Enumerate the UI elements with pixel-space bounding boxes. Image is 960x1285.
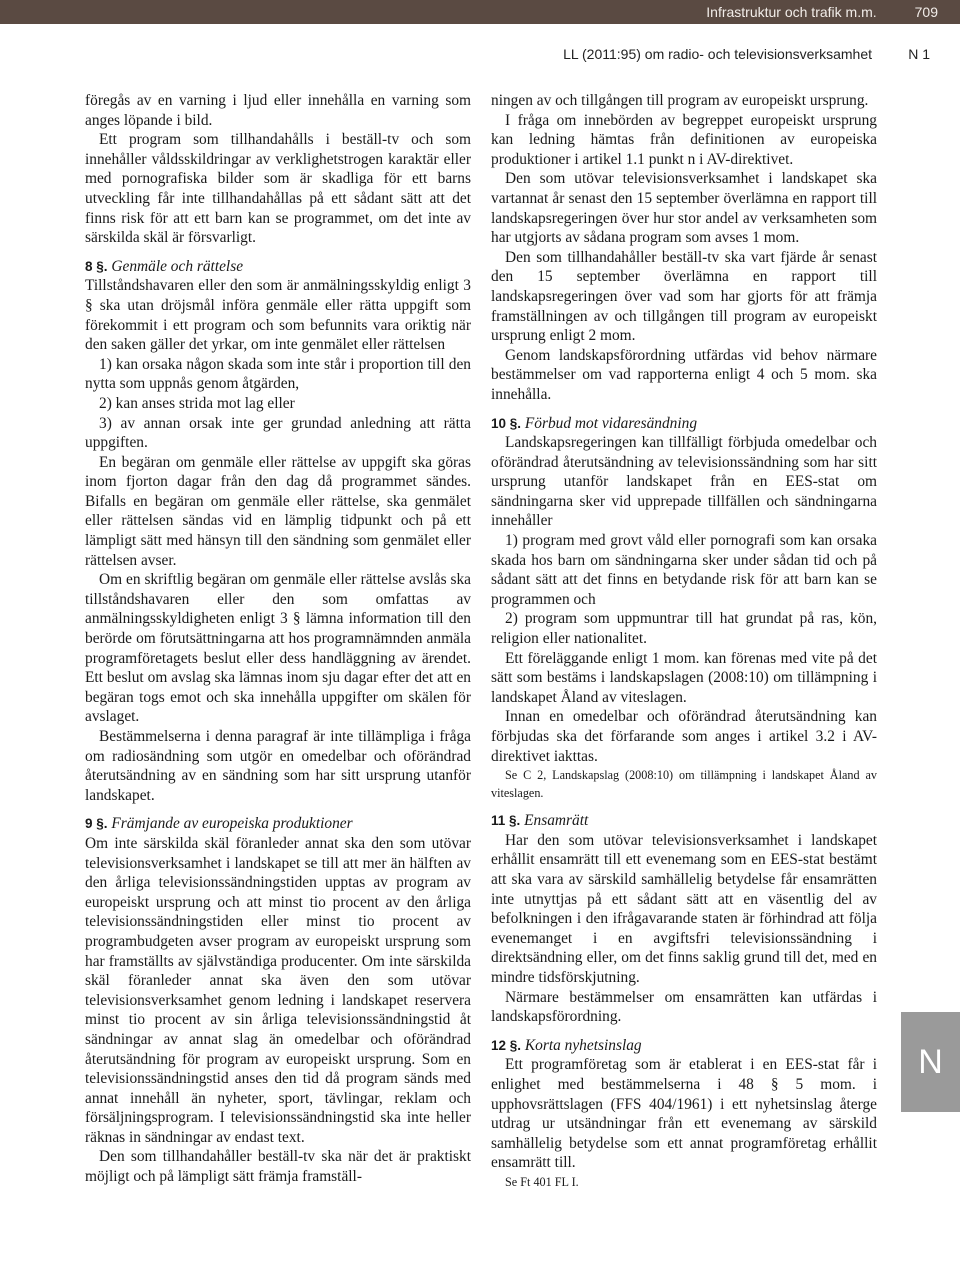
paragraph: Närmare bestämmelser om ensamrätten kan utfärdas i landskapsförordning. [491, 988, 877, 1026]
list-item: 3) av annan orsak inte ger grundad anledning att rätta uppgiften. [85, 414, 471, 452]
list-item: 2) kan anses strida mot lag eller [99, 394, 295, 412]
section-title: Främjande av europeiska produktioner [111, 815, 353, 833]
list-item: 2) program som uppmuntrar till hat grundat på ras, kön, religion eller nationalitet. [491, 610, 877, 648]
page-number: 709 [914, 4, 938, 20]
section-number: 11 §. [491, 813, 521, 829]
paragraph: Bestämmelserna i denna paragraf är inte tillämpliga i fråga om radiosändning som utgör en omedelbar och oförändrad återutsändning av en sändning som har sitt ursprung utanför landskapet. [85, 728, 471, 804]
left-column [85, 91, 471, 1187]
paragraph: Ett programföretag som är etablerat i en EES-stat får i enlighet med bestämmelserna i 48 § 5 mom. i upphovsrättslagen (FFS 404/1961) i ett nyhetsinslag återge utdrag ur utsändningar från ett evenemang av särskild samhällelig betydelse som ett annat programföretag erhållit ensamrätt till. [491, 1056, 877, 1172]
section-heading-9 [85, 814, 471, 834]
paragraph: En begäran om genmäle eller rättelse av uppgift ska göras inom fjorton dagar från den dag då programmet sändes. Bifalls en begäran om genmäle eller rättelse, ska genmälet eller rättelsen sändas vid en lämplig tidpunkt och på ett lämpligt sätt med hänsyn till den sändning som genmälet eller rättelsen avser. [85, 453, 471, 569]
section-title: Förbud mot vidaresändning [524, 414, 698, 432]
source-reference: Se C 2, Landskapslag (2008:10) om tillämpning i landskapet Åland av viteslagen. [491, 768, 877, 801]
section-heading-10 [491, 414, 877, 434]
section-heading-11 [491, 811, 877, 831]
paragraph: Ett föreläggande enligt 1 mom. kan förenas med vite på det sätt som bestäms i landskapslagen (2008:10) om tillämpning i landskapet Åland av viteslagen. [491, 649, 877, 706]
section-number: 12 §. [491, 1037, 522, 1053]
right-column [491, 91, 877, 1191]
section-title: Korta nyhetsinslag [524, 1036, 642, 1054]
section-title: Genmäle och rättelse [111, 257, 244, 275]
paragraph: Har den som utövar televisionsverksamhet i landskapet erhållit ensamrätt till ett evenemang som en EES-stat bestämt att ska vara av särskild samhällelig betydelse får ensamrätten inte utnyttjas på ett sådant sätt att en väsentlig del av befolkningen i den ifrågavarande staten är förhindrad att följa evenemanget i en avgiftsfri televisionssändning i direktsändning eller, om det finns saklig grund till det, med en mindre tidsförskjutning. [491, 831, 877, 986]
paragraph: Tillståndshavaren eller den som är anmälningsskyldig enligt 3 § ska utan dröjsmål införa genmäle eller rätta uppgift som förekommit i ett program och som befunnits vara oriktig när den saken gäller det yrkar, om inte genmälet eller rättelsen [85, 277, 471, 354]
chapter-side-tab: N [901, 1012, 960, 1112]
paragraph: Genom landskapsförordning utfärdas vid behov närmare bestämmelser om vad rapporterna enligt 4 och 5 mom. ska innehålla. [491, 346, 877, 403]
paragraph: Den som tillhandahåller beställ-tv ska när det är praktiskt möjligt och på lämpligt sätt främja framställ- [85, 1148, 471, 1186]
section-heading-8 [85, 257, 471, 277]
paragraph: föregås av en varning i ljud eller innehålla en varning som anges löpande i bild. [85, 92, 471, 129]
paragraph: Den som tillhandahåller beställ-tv ska vart fjärde år senast den 15 september överlämna en rapport till landskapsregeringen över vad som har gjorts för att främja framställningen av och tillgången till program av europeiskt ursprung enligt 2 mom. [491, 248, 877, 345]
section-heading-12 [491, 1036, 877, 1056]
paragraph: I fråga om innebörden av begreppet europeiskt ursprung kan ledning hämtas från definitionen av europeiska produktioner i artikel 1.1 punkt n i AV-direktivet. [491, 111, 877, 168]
chapter-code: N 1 [908, 46, 930, 62]
law-title: LL (2011:95) om radio- och televisionsverksamhet [563, 46, 872, 62]
paragraph: Ett program som tillhandahålls i beställ-tv och som innehåller våldsskildringar av verklighetstrogen karaktär eller med pornografiska bilder som är skadliga för ett barns utveckling får inte tillhandahållas på ett sådant sätt att det finns risk för att ett barn kan se programmet, om det inte av särskilda skäl är försvarligt. [85, 131, 471, 247]
paragraph: Den som utövar televisionsverksamhet i landskapet ska vartannat år senast den 15 september överlämna en rapport till landskapsregeringen över hur stor andel av verksamheten som har utgjorts av sådana program som avses 1 mom. [491, 170, 877, 247]
list-item: 1) program med grovt våld eller pornografi som kan orsaka skada hos barn om sändningarna sker under sådan tid och på sådant sätt att det finns en betydande risk för att barn kan se programmen och [491, 532, 877, 608]
section-title: Infrastruktur och trafik m.m. [706, 4, 877, 20]
paragraph: Innan en omedelbar och oförändrad återutsändning kan förbjudas ska det förfarande som anges i artikel 3.2 i AV-direktivet iakttas. [491, 708, 877, 765]
section-title: Ensamrätt [524, 812, 589, 830]
top-bar [0, 0, 960, 24]
section-number: 10 §. [491, 415, 522, 431]
list-item: 1) kan orsaka någon skada som inte står i proportion till den nytta som uppnås genom åtgärden, [85, 355, 471, 393]
paragraph: Om en skriftlig begäran om genmäle eller rättelse avslås ska tillståndshavaren eller den som omfattas av anmälningsskyldigheten enligt 3 § lämna information till den berörde om förutsättningarna att hos programnämnden anmäla programföretagets beslut eller dess handläggning av ärendet. Ett beslut om avslag ska lämnas inom sju dagar efter det att en begäran togs emot och ska innehålla uppgifter om skälen för avslaget. [85, 571, 471, 726]
paragraph: ningen av och tillgången till program av europeiskt ursprung. [491, 92, 869, 109]
section-number: 9 §. [85, 816, 108, 832]
source-reference: Se Ft 401 FL I. [505, 1174, 579, 1189]
section-number: 8 §. [85, 258, 108, 274]
paragraph: Om inte särskilda skäl föranleder annat ska den som utövar televisionsverksamhet i landskapet se till att mer än hälften av den årliga televisionssändningstiden upptas av program av europeiskt ursprung och att minst tio procent av den årliga televisionssändningstiden eller minst tio procent av programbudgeten avser program av europeiskt ursprung som har framställts av självständiga producenter. Om inte särskilda skäl föranleder annat ska även den som utövar televisionsverksamhet genom ledning i landskapet reservera minst tio procent av sin årliga televisionssändningstid åt sändningar av annat slag än omedelbar och oförändrad återutsändning för program av europeiskt ursprung. Som en televisionssändningstid anses den tid då program sänds med annat innehåll än nyheter, sport, tävlingar, reklam och försäljningsprogram. I televisionssändningstid ska inte heller räknas in sändningar av endast text. [85, 834, 471, 1146]
running-header [0, 46, 960, 66]
paragraph: Landskapsregeringen kan tillfälligt förbjuda omedelbar och oförändrad återutsändning av televisionssändning som har sitt ursprung utanför landskapet från en EES-stat om sändningarna sker vid upprepade tillfällen och sändningarna innehåller [491, 434, 877, 530]
